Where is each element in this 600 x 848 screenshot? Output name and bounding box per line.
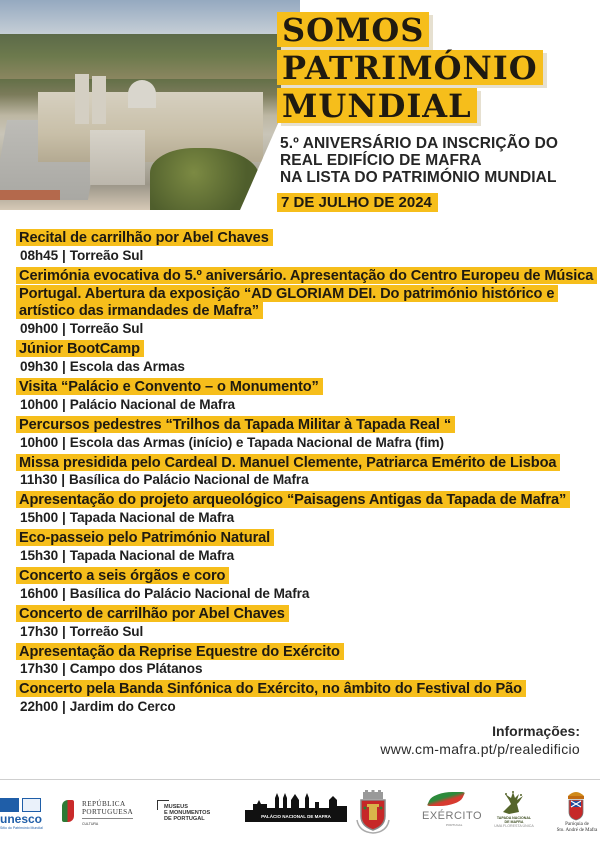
event-place: Torreão Sul [69,321,144,337]
tapada-nacional-logo [491,790,537,838]
svg-text:PALÁCIO NACIONAL DE MAFRA: PALÁCIO NACIONAL DE MAFRA [261,814,331,819]
parish-text [552,822,600,833]
event-place: Torreão Sul [69,247,144,263]
program-list [16,229,596,718]
exercito-flag-wave-icon [427,792,466,806]
event-title: Apresentação da Reprise Equestre do Exército [16,643,344,660]
event-time: 10h00 [20,396,59,412]
event-title: Concerto a seis órgãos e coro [16,567,229,584]
portugal-flag-icon [62,800,74,822]
event-place: Torreão Sul [69,623,144,639]
photo-tower-left [75,74,89,124]
photo-tower-right [92,76,106,124]
event-time: 08h45 [20,247,59,263]
photo-roofs [0,190,60,200]
republica-line-1: REPÚBLICA [82,800,126,808]
event-date: 7 DE JULHO DE 2024 [277,193,438,212]
event-place: Campo dos Plátanos [69,661,203,677]
event-place: Tapada Nacional de Mafra [69,510,235,526]
event-place: Basílica do Palácio Nacional de Mafra [69,585,310,601]
program-item [16,229,596,264]
parish-logo [552,790,600,842]
separator: | [62,661,66,677]
event-title: Visita “Palácio e Convento – o Monumento” [16,378,323,395]
parish-line-2: Sto. André de Mafra [556,827,598,833]
event-time: 09h30 [20,358,59,374]
info-url-link[interactable]: www.cm-mafra.pt/p/realedificio [380,741,580,757]
info-label: Informações: [492,723,580,739]
exercito-sub: PORTUGAL [446,823,463,827]
event-time: 17h30 [20,661,59,677]
separator: | [61,472,66,488]
event-time: 22h00 [20,699,59,715]
event-meta [16,396,596,413]
republica-text [82,800,133,819]
program-item [16,416,596,451]
footer-divider [0,779,600,780]
event-time: 09h00 [20,321,59,337]
coat-of-arms-icon [355,790,391,834]
mmp-line-2: E MONUMENTOS [164,809,211,816]
photo-trees [150,148,260,210]
separator: | [62,358,66,374]
republica-sub: CULTURA [82,822,99,826]
program-item [16,529,596,564]
palacio-nacional-logo [245,790,347,820]
event-place: Jardim do Cerco [69,699,176,715]
program-item [16,340,596,375]
event-title: Cerimónia evocativa do 5.º aniversário. Apresentação do Centro Europeu de Música Portugal. Abertura da exposição “AD GLORIAM DEI. Do património histórico e artístico das irmandades de Mafra” [16,267,597,320]
program-item [16,378,596,413]
unesco-sub: Sítio do Património Mundial [0,826,43,830]
event-title: Missa presidida pelo Cardeal D. Manuel Clemente, Patriarca Emérito de Lisboa [16,454,560,471]
program-item [16,491,596,526]
program-item [16,680,596,715]
event-meta [16,660,596,677]
camara-mafra-coat-of-arms [355,790,391,832]
title-line-2: PATRIMÓNIO [277,50,543,85]
event-place: Basílica do Palácio Nacional de Mafra [69,472,309,488]
separator: | [62,247,66,263]
separator: | [62,510,66,526]
mmp-text [164,805,210,822]
title-line-3: MUNDIAL [277,88,477,123]
unesco-word: unesco [0,812,43,826]
event-meta [16,623,596,640]
event-meta [16,698,596,715]
event-time: 10h00 [20,434,59,450]
subtitle-line-2: REAL EDIFÍCIO DE MAFRA [280,152,482,169]
event-time: 17h30 [20,623,59,639]
world-heritage-emblem-icon [22,798,41,812]
event-title: Recital de carrilhão por Abel Chaves [16,229,273,246]
unesco-temple-icon [0,798,19,812]
event-meta [16,471,596,488]
separator: | [62,396,66,412]
event-title: Eco-passeio pelo Património Natural [16,529,274,546]
separator: | [62,434,66,450]
event-place: Tapada Nacional de Mafra [69,547,235,563]
photo-dome [128,80,156,108]
partner-logos [0,790,600,848]
photo-palace-front [90,130,145,185]
event-title: Concerto pela Banda Sinfónica do Exército, no âmbito do Festival do Pão [16,680,526,697]
program-item [16,605,596,640]
deer-tree-icon [491,790,537,816]
event-time: 15h30 [20,547,59,563]
event-meta [16,358,596,375]
parish-line-1: Paróquia de [565,822,589,827]
subtitle-line-3: NA LISTA DO PATRIMÓNIO MUNDIAL [280,169,557,186]
subtitle-line-1: 5.º ANIVERSÁRIO DA INSCRIÇÃO DO [280,135,559,152]
tapada-line-1: TAPADA NACIONAL [496,816,532,820]
event-title: Júnior BootCamp [16,340,144,357]
separator: | [62,623,66,639]
tapada-line-3: UMA FLORESTA ÚNICA [494,824,534,828]
unesco-logo [0,798,44,830]
event-time: 15h00 [20,510,59,526]
program-item [16,643,596,678]
separator: | [62,321,66,337]
separator: | [62,547,66,563]
mmp-line-1: MUSEUS [164,804,188,810]
separator: | [62,699,66,715]
title-line-1: SOMOS [277,12,429,47]
event-title: Concerto de carrilhão por Abel Chaves [16,605,289,622]
subtitle [280,135,558,186]
tapada-text [491,816,537,828]
event-place: Palácio Nacional de Mafra [69,396,235,412]
event-meta [16,247,596,264]
event-time: 11h30 [20,472,58,488]
exercito-word: EXÉRCITO [422,810,483,822]
info-block [380,723,580,758]
event-title: Apresentação do projeto arqueológico “Paisagens Antigas da Tapada de Mafra” [16,491,570,508]
header-photo [0,0,300,210]
event-place: Escola das Armas (início) e Tapada Nacional de Mafra (fim) [69,434,444,450]
program-item [16,267,596,337]
event-meta [16,434,596,451]
mmp-line-3: DE PORTUGAL [164,815,205,822]
tapada-line-2: DE MAFRA [504,820,524,824]
palace-silhouette-icon [245,790,347,822]
event-meta [16,585,596,602]
event-meta [16,547,596,564]
photo-hills [0,34,300,79]
parish-crest-icon [552,790,600,822]
event-meta [16,509,596,526]
photo-sky [0,0,300,34]
program-item [16,567,596,602]
event-meta [16,320,596,337]
event-title: Percursos pedestres “Trilhos da Tapada Militar à Tapada Real “ [16,416,455,433]
event-place: Escola das Armas [69,358,185,374]
separator: | [62,585,66,601]
event-time: 16h00 [20,585,59,601]
program-item [16,454,596,489]
republica-line-2: PORTUGUESA [82,808,134,816]
exercito-logo [410,792,483,830]
